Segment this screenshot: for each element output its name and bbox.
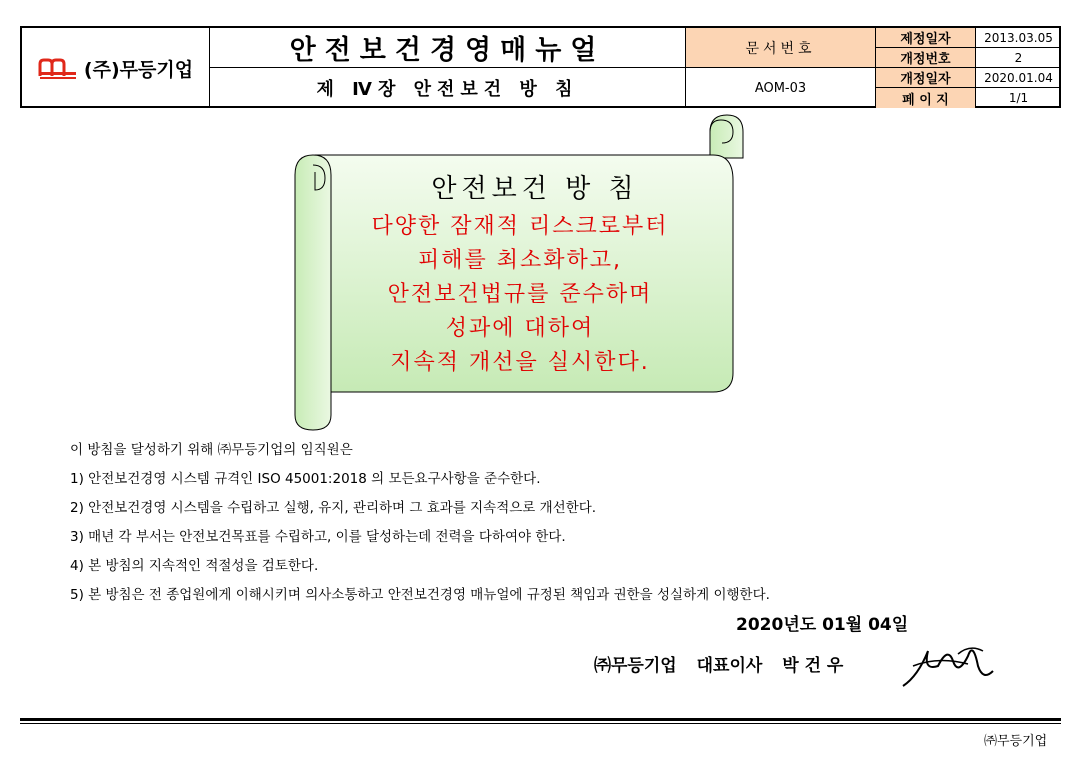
footer-divider-thin [20, 723, 1061, 724]
signer-title: 대표이사 [696, 656, 763, 676]
commitment-item: 3) 매년 각 부서는 안전보건목표를 수립하고, 이를 달성하는데 전력을 다하여야 한다. [70, 529, 566, 545]
policy-heading: 안전보건 방 침 [431, 174, 639, 204]
info-label-established: 제정일자 [876, 28, 976, 48]
company-logo-cell [22, 28, 210, 108]
commitments-list [70, 436, 770, 610]
policy-line: 지속적 개선을 실시한다. [390, 350, 650, 375]
policy-line: 안전보건법규를 준수하며 [387, 282, 653, 307]
company-logo-icon [38, 56, 78, 80]
commitment-item: 2) 안전보건경영 시스템을 수립하고 실행, 유지, 관리하며 그 효과를 지속적으로 개선한다. [70, 500, 597, 516]
handwritten-signature [898, 636, 998, 691]
footer-divider-thick [20, 718, 1061, 721]
manual-title: 안전보건경영매뉴얼 [210, 28, 686, 68]
commitment-item: 5) 본 방침은 전 종업원에게 이해시키며 의사소통하고 안전보건경영 매뉴얼에 규정된 책임과 권한을 성실하게 이행한다. [70, 587, 770, 603]
signer-line [594, 651, 857, 676]
policy-line: 다양한 잠재적 리스크로부터 [371, 214, 669, 239]
info-label-revision-date: 개정일자 [876, 68, 976, 88]
commitment-item: 4) 본 방침의 지속적인 적절성을 검토한다. [70, 558, 319, 574]
company-logo [38, 55, 193, 82]
doc-number-value: AOM-03 [686, 68, 876, 108]
logo-company-name: (주)무등기업 [83, 58, 194, 81]
info-label-revision-no: 개정번호 [876, 48, 976, 68]
policy-line: 성과에 대하여 [445, 316, 595, 341]
policy-line: 피해를 최소화하고, [417, 248, 622, 273]
info-value-revision-no: 2 [976, 48, 1061, 68]
footer-company: ㈜무등기업 [984, 734, 1048, 749]
chapter-title: 제 Ⅳ장 안전보건 방 침 [210, 68, 686, 108]
policy-date: 2020년도 01월 04일 [736, 615, 909, 635]
doc-number-label: 문서번호 [686, 28, 876, 68]
info-value-revision-date: 2020.01.04 [976, 68, 1061, 88]
signer-company: ㈜무등기업 [594, 656, 677, 676]
signer-name: 박 건 우 [782, 656, 844, 676]
info-value-established: 2013.03.05 [976, 28, 1061, 48]
commitments-intro: 이 방침을 달성하기 위해 ㈜무등기업의 임직원은 [70, 442, 353, 458]
info-label-page: 페 이 지 [876, 88, 976, 108]
commitment-item: 1) 안전보건경영 시스템 규격인 ISO 45001:2018 의 모든요구사항을 준수한다. [70, 471, 541, 487]
document-header [20, 26, 1061, 108]
policy-statement [340, 210, 700, 380]
info-value-page: 1/1 [1008, 91, 1029, 105]
